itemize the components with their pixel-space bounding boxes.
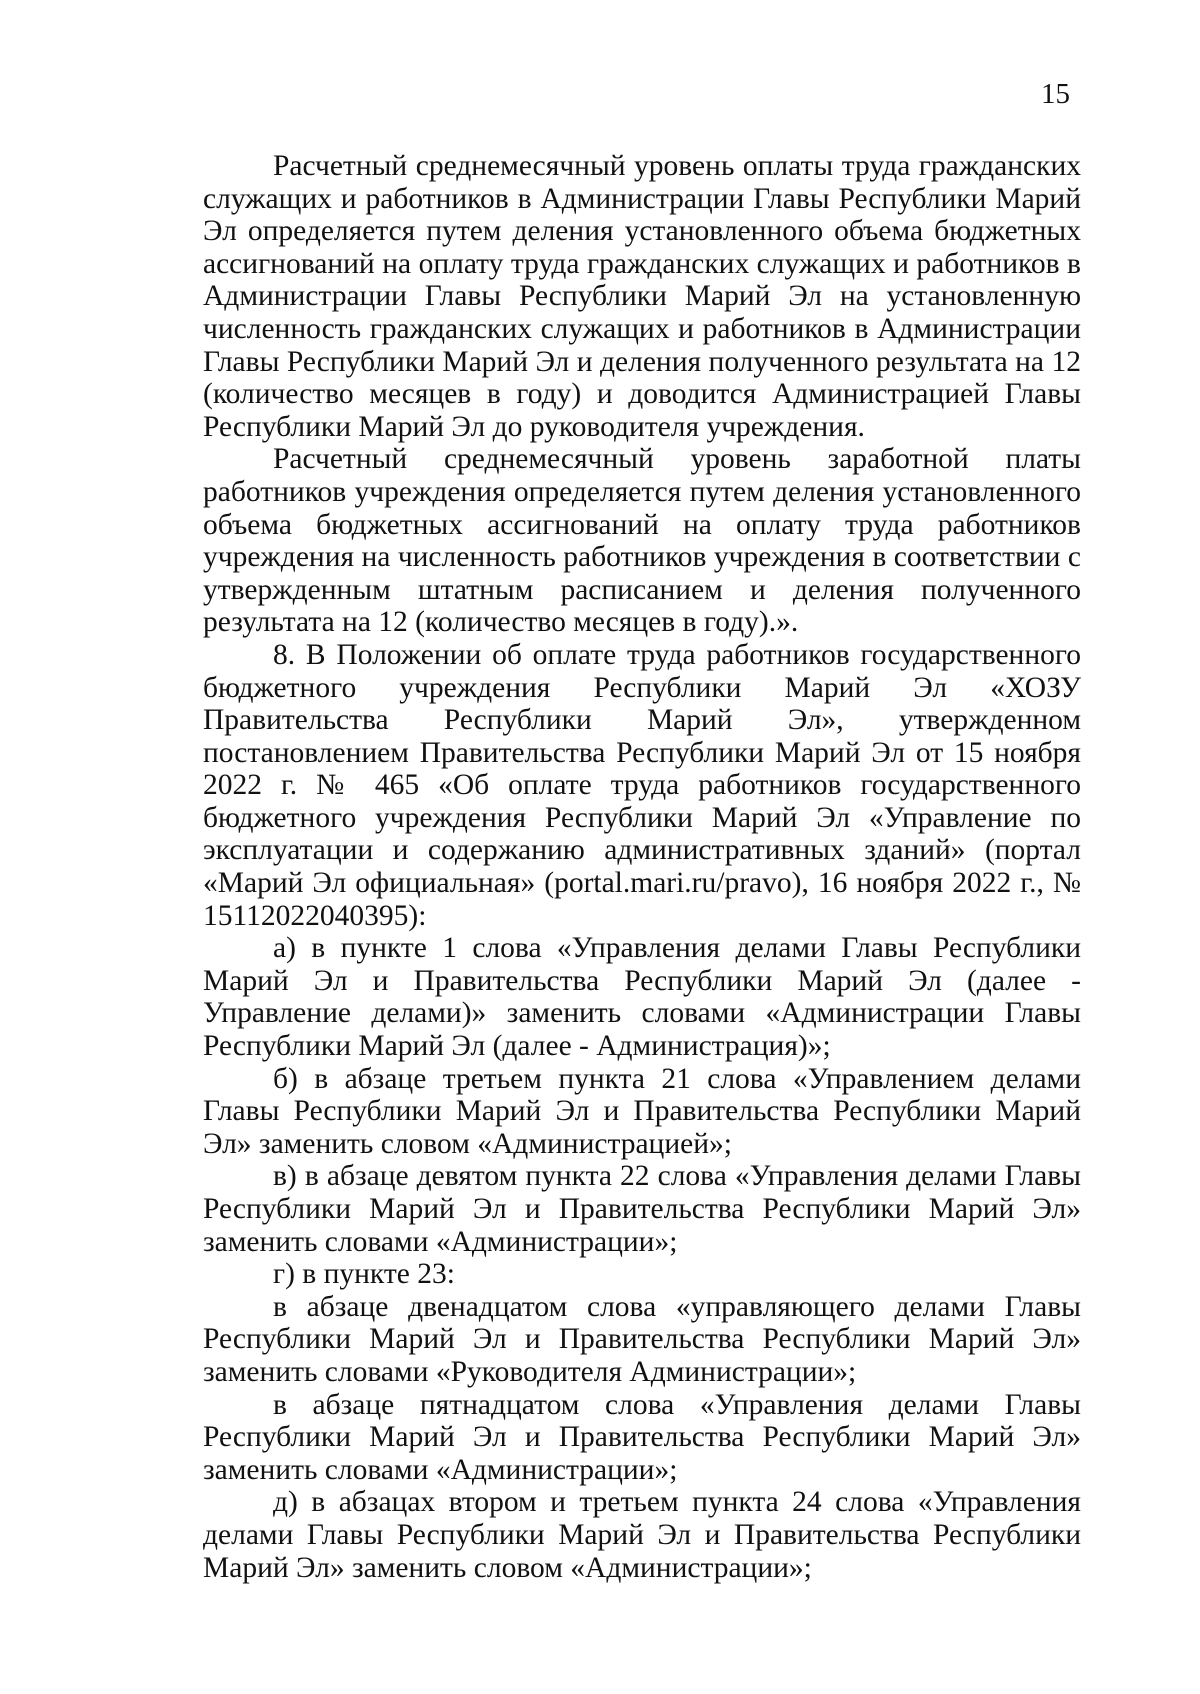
paragraph-subitem-d: д) в абзацах втором и третьем пункта 24 слова «Управления делами Главы Республики Марий Эл и Правительства Республики Марий Эл» заменить словом «Администрации»; bbox=[203, 1486, 1081, 1584]
paragraph-subitem-g-fifteenth: в абзаце пятнадцатом слова «Управления делами Главы Республики Марий Эл и Правительства Республики Марий Эл» заменить словами «Администрации»; bbox=[203, 1388, 1081, 1486]
paragraph-item-8: 8. В Положении об оплате труда работников государственного бюджетного учреждения Республики Марий Эл «ХОЗУ Правительства Республики Марий Эл», утвержденном постановлением Правительства Республики Марий Эл от 15 ноября 2022 г. № 465 «Об оплате труда работников государственного бюджетного учреждения Республики Марий Эл «Управление по эксплуатации и содержанию административных зданий» (портал «Марий Эл официальная» (portal.mari.ru/pravo), 16 ноября 2022 г., № 15112022040395): bbox=[203, 638, 1081, 932]
paragraph-subitem-v: в) в абзаце девятом пункта 22 слова «Управления делами Главы Республики Марий Эл и Правительства Республики Марий Эл» заменить словами «Администрации»; bbox=[203, 1160, 1081, 1258]
paragraph-subitem-g-twelfth: в абзаце двенадцатом слова «управляющего делами Главы Республики Марий Эл и Правительства Республики Марий Эл» заменить словами «Руководителя Администрации»; bbox=[203, 1290, 1081, 1388]
paragraph-salary-level-civil-servants: Расчетный среднемесячный уровень оплаты труда гражданских служащих и работников в Администрации Главы Республики Марий Эл определяется путем деления установленного объема бюджетных ассигнований на оплату труда гражданских служащих и работников в Администрации Главы Республики Марий Эл на установленную численность гражданских служащих и работников в Администрации Главы Республики Марий Эл и деления полученного результата на 12 (количество месяцев в году) и доводится Администрацией Главы Республики Марий Эл до руководителя учреждения. bbox=[203, 150, 1081, 443]
paragraph-salary-level-institution: Расчетный среднемесячный уровень заработной платы работников учреждения определяется путем деления установленного объема бюджетных ассигнований на оплату труда работников учреждения на численность работников учреждения в соответствии с утвержденным штатным расписанием и деления полученного результата на 12 (количество месяцев в году).». bbox=[203, 443, 1081, 639]
paragraph-subitem-b: б) в абзаце третьем пункта 21 слова «Управлением делами Главы Республики Марий Эл и Правительства Республики Марий Эл» заменить словом «Администрацией»; bbox=[203, 1062, 1081, 1160]
paragraph-subitem-a: а) в пункте 1 слова «Управления делами Главы Республики Марий Эл и Правительства Республики Марий Эл (далее - Управление делами)» заменить словами «Администрации Главы Республики Марий Эл (далее - Администрация)»; bbox=[203, 932, 1081, 1063]
document-body bbox=[203, 150, 1081, 1584]
paragraph-subitem-g: г) в пункте 23: bbox=[273, 1258, 455, 1291]
page-number: 15 bbox=[1041, 78, 1070, 110]
